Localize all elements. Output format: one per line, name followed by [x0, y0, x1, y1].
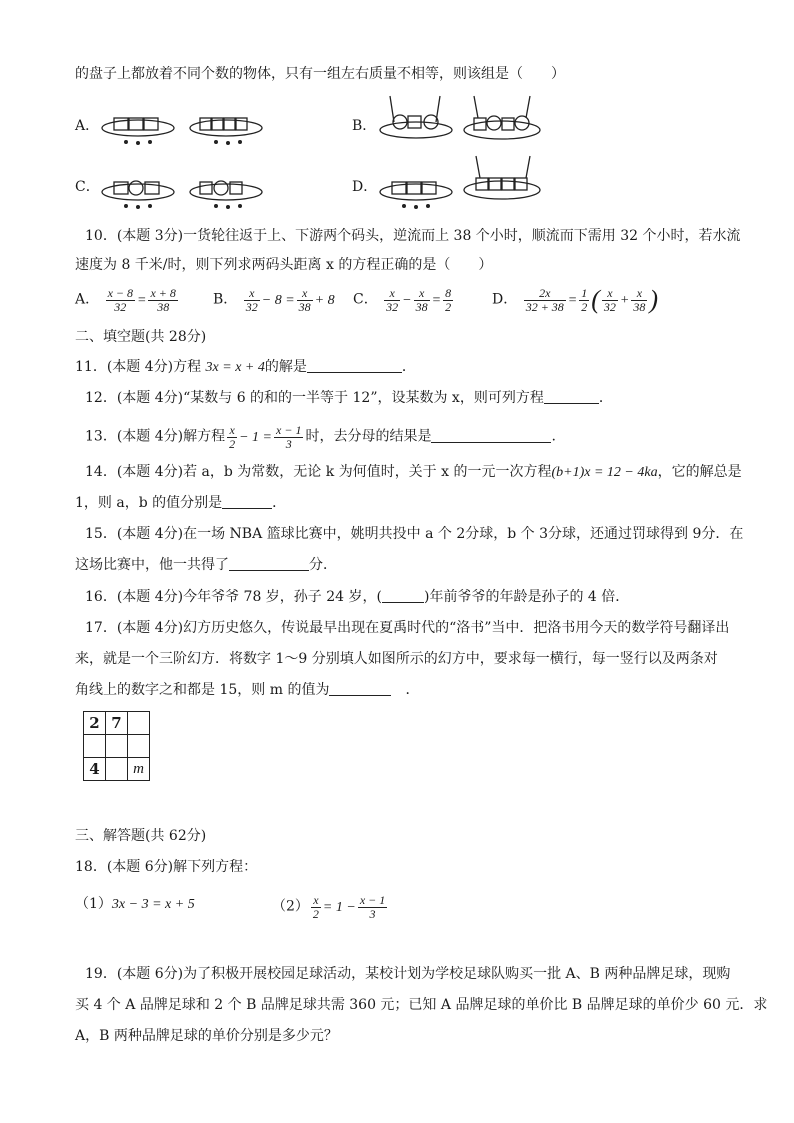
- q15-line2: 这场比赛中，他一共得了 分．: [75, 557, 337, 573]
- q10-option-d[interactable]: [492, 284, 659, 314]
- grid-cell: [106, 758, 128, 781]
- q14-answer-blank[interactable]: [222, 494, 272, 509]
- q10-option-a-label: A．: [75, 291, 100, 308]
- q18-part2-equation: $\frac{x}{2}$ = 1 − $\frac{x - 1}{3}$: [312, 893, 386, 921]
- q9-option-d-image: [376, 152, 546, 212]
- grid-cell: [128, 712, 150, 735]
- q9-option-a-label[interactable]: A．: [75, 118, 100, 134]
- q17-line1: 17．(本题 4分)幻方历史悠久，传说最早出现在夏禹时代的“洛书”当中．把洛书用今天的数学符号翻译出: [85, 620, 730, 636]
- q14-equation: (b+1)x = 12 − 4ka: [551, 465, 658, 480]
- q10-option-d-label: D．: [492, 291, 518, 308]
- q18-title: 18．(本题 6分)解下列方程：: [75, 859, 258, 875]
- section-3-title: 三、解答题(共 62分): [75, 828, 207, 844]
- q18-part2: [272, 894, 389, 921]
- q19-line3: A，B 两种品牌足球的单价分别是多少元？: [75, 1028, 338, 1044]
- q14-pre: 14．(本题 4分)若 a，b 为常数，无论 k 为何值时，关于 x 的一元一次方程: [85, 464, 552, 480]
- q10-option-d-eq: $\frac{2x}{32 + 38}$ = $\frac{1}{2}$ ( $\frac{x}{32}$ + $\frac{x}{38}$ ): [525, 284, 659, 314]
- q10-option-c-label: C．: [353, 291, 378, 308]
- q9-option-a-image: [100, 100, 270, 150]
- q17-line3-text: 角线上的数字之和都是 15，则 m 的值为: [75, 682, 330, 698]
- q13-pre: 13．(本题 4分)解方程: [85, 428, 226, 445]
- q10-option-c[interactable]: [353, 287, 455, 314]
- grid-cell: [128, 735, 150, 758]
- q19-line1: 19．(本题 6分)为了积极开展校园足球活动，某校计划为学校足球队购买一批 A、B 两种品牌足球，现购: [85, 966, 731, 982]
- q10-option-c-eq: $\frac{x}{32}$ − $\frac{x}{38}$ = $\frac{8}{2}$: [386, 286, 452, 314]
- q13-post: 时，去分母的结果是: [305, 428, 432, 445]
- q11: 11．(本题 4分)方程 3x = x + 4的解是 ．: [75, 359, 416, 375]
- q17-line3: 角线上的数字之和都是 15，则 m 的值为 ．: [75, 682, 420, 698]
- q12-answer-blank[interactable]: [544, 389, 599, 404]
- q13-equation: $\frac{x}{2}$ − 1 = $\frac{x - 1}{3}$: [229, 423, 302, 451]
- q15-answer-blank[interactable]: [229, 556, 309, 571]
- q10-line1: 10．(本题 3分)一货轮往返于上、下游两个码头，逆流而上 38 个小时，顺流而下需用 32 个小时，若水流: [85, 228, 741, 244]
- q11-equation: 3x = x + 4: [205, 360, 265, 375]
- grid-cell: [106, 735, 128, 758]
- q14-line1: [85, 462, 742, 483]
- q18-part1: [75, 894, 195, 915]
- q16-pre: 16．(本题 4分)今年爷爷 78 岁，孙子 24 岁，(: [85, 589, 382, 605]
- q18-part1-label: （1）: [75, 896, 112, 912]
- q10-option-a[interactable]: [75, 287, 180, 314]
- q13: 13．(本题 4分)解方程 $\frac{x}{2}$ − 1 = $\frac{x - 1}{3}$ 时，去分母的结果是 .: [85, 423, 556, 451]
- q10-option-a-eq: $\frac{x - 8}{32}$ = $\frac{x + 8}{38}$: [107, 286, 176, 314]
- q9-option-b-image: [376, 92, 546, 150]
- q13-answer-blank[interactable]: [431, 428, 551, 443]
- q11-post: 的解是: [264, 359, 307, 375]
- q10-option-b-label: B．: [213, 291, 238, 308]
- q16-answer-blank[interactable]: [382, 588, 424, 603]
- grid-cell: 7: [106, 712, 128, 735]
- section-2-title: 二、填空题(共 28分): [75, 329, 207, 345]
- grid-cell-m: m: [128, 758, 150, 781]
- q15-line1: 15．(本题 4分)在一场 NBA 篮球比赛中，姚明共投中 a 个 2分球，b 个 3分球，还通过罚球得到 9分．在: [85, 526, 744, 542]
- q10-line2: 速度为 8 千米/时，则下列求两码头距离 x 的方程正确的是（ ）: [75, 257, 493, 273]
- q16: [85, 587, 629, 607]
- q12-text: 12．(本题 4分)“某数与 6 的和的一半等于 12”，设某数为 x，则可列方程: [85, 390, 544, 406]
- q11-pre: 11．(本题 4分)方程: [75, 359, 206, 375]
- q14-post: ，它的解总是: [657, 464, 742, 480]
- q19-line2: 买 4 个 A 品牌足球和 2 个 B 品牌足球共需 360 元；已知 A 品牌足球的单价比 B 品牌足球的单价少 60 元．求: [75, 997, 768, 1013]
- q9-option-c-image: [100, 162, 270, 214]
- q9-option-c-label[interactable]: C．: [75, 179, 100, 195]
- grid-cell: [84, 735, 106, 758]
- q9-text: 的盘子上都放着不同个数的物体，只有一组左右质量不相等，则该组是（ ）: [75, 66, 565, 82]
- q10-option-b-eq: $\frac{x}{32}$ − 8 = $\frac{x}{38}$ + 8: [245, 286, 335, 314]
- q14-line2-text: 1，则 a，b 的值分别是: [75, 495, 223, 511]
- q16-post: )年前爷爷的年龄是孙子的 4 倍．: [424, 589, 630, 605]
- magic-square-grid: [83, 711, 150, 781]
- q9-option-d-label[interactable]: D．: [352, 179, 378, 195]
- q15-line2-text: 这场比赛中，他一共得了: [75, 557, 229, 573]
- grid-cell: 4: [84, 758, 106, 781]
- q11-answer-blank[interactable]: [307, 358, 402, 373]
- q17-line2: 来，就是一个三阶幻方．将数字 1～9 分别填人如图所示的幻方中，要求每一横行，每一竖行以及两条对: [75, 651, 718, 667]
- q9-option-b-label[interactable]: B．: [352, 118, 377, 134]
- q18-part2-label: （2）: [272, 898, 309, 915]
- q14-line2: 1，则 a，b 的值分别是 ．: [75, 495, 287, 511]
- q12: 12．(本题 4分)“某数与 6 的和的一半等于 12”，设某数为 x，则可列方程 ．: [85, 390, 613, 406]
- q17-answer-blank[interactable]: [329, 681, 391, 696]
- q10-option-b[interactable]: [213, 287, 335, 314]
- grid-cell: 2: [84, 712, 106, 735]
- q18-part1-equation: 3x − 3 = x + 5: [111, 897, 195, 912]
